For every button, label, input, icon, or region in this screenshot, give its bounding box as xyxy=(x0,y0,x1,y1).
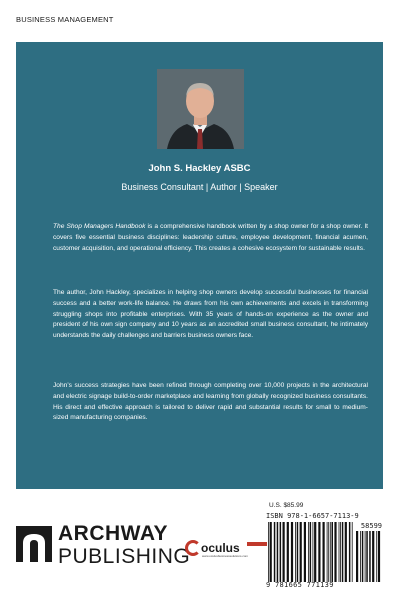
barcode-bar xyxy=(328,522,329,582)
barcode-bar xyxy=(332,522,334,582)
barcode-bar xyxy=(342,522,344,582)
barcode-main xyxy=(268,522,354,582)
oculus-url: www.oculusbusinesssolutions.com xyxy=(202,554,249,558)
barcode-bar xyxy=(287,522,289,582)
description-paragraph-1 xyxy=(53,222,368,254)
oculus-c-icon xyxy=(185,540,201,556)
oculus-tag-bar xyxy=(247,542,267,546)
barcode-bar xyxy=(318,522,320,582)
barcode-bar xyxy=(308,522,309,582)
publisher-name-line2: PUBLISHING xyxy=(58,545,191,568)
barcode-bar xyxy=(304,522,306,582)
barcode-bar xyxy=(376,531,377,582)
barcode-bar xyxy=(268,522,269,582)
barcode-bar xyxy=(280,522,282,582)
description-paragraph-3: John’s success strategies have been refined through completing over 10,000 projects in the architectural and electric signage build-to-order marketplace and learning from globally recognized business consultants. His direct and effective approach is tailored to deliver rapid and substantial results for small to medium-sized manufacturing companies. xyxy=(53,382,368,422)
barcode-bar xyxy=(270,522,272,582)
isbn-line: ISBN 978-1-6657-7113-9 xyxy=(266,512,359,520)
barcode-bar xyxy=(366,531,368,582)
barcode-block xyxy=(266,512,384,590)
oculus-wordmark: oculus xyxy=(201,541,240,555)
barcode-bar xyxy=(356,531,358,582)
barcode-bar xyxy=(291,522,293,582)
author-name: John S. Hackley ASBC xyxy=(148,163,251,174)
barcode-bar xyxy=(365,531,366,582)
barcode-bar xyxy=(330,522,331,582)
barcode-bar xyxy=(378,531,380,582)
category-label: BUSINESS MANAGEMENT xyxy=(16,15,114,24)
barcode-bar xyxy=(339,522,340,582)
barcode-bar xyxy=(349,522,351,582)
publisher-name-line1: ARCHWAY xyxy=(58,522,169,545)
barcode-bar xyxy=(277,522,279,582)
description-paragraph-2: The author, John Hackley, specializes in helping shop owners develop successful businesses for financial success and a better work-life balance. He draws from his own achievements and excels in transforming struggling shops into profitable enterprises. With 35 years of hands-on experience as the owner and president of his own sign company and 10 years as an accredited small business consultant, he intimately understands the daily challenges and barriers business owners face. xyxy=(53,289,368,340)
paragraph-1-text: is a comprehensive handbook written by a shop owner for a shop owner. It covers five essential business disciplines: leadership culture, employee development, financial acumen, customer acquisition, and operational efficiency. This creates a cohesive ecosystem for sustainable results. xyxy=(53,223,369,252)
barcode-bar xyxy=(295,522,296,582)
barcode-bar xyxy=(313,522,314,582)
barcode-bar xyxy=(369,531,371,582)
description-panel xyxy=(16,42,383,489)
barcode-bar xyxy=(372,531,374,582)
barcode-digits: 9 781665 771139 xyxy=(266,581,334,589)
price: U.S. $85.99 xyxy=(269,502,304,509)
barcode-bar xyxy=(323,522,325,582)
barcode-bar xyxy=(283,522,285,582)
author-roles: Business Consultant | Author | Speaker xyxy=(121,182,278,192)
barcode-bar xyxy=(345,522,347,582)
barcode-bar xyxy=(274,522,276,582)
barcode-bar xyxy=(300,522,302,582)
barcode-addon-digits: 58599 xyxy=(360,522,382,530)
archway-logo-icon xyxy=(16,526,52,562)
barcode-addon xyxy=(356,531,382,582)
barcode-bar xyxy=(310,522,312,582)
author-photo xyxy=(157,69,244,149)
barcode-bar xyxy=(352,522,353,582)
barcode-bar xyxy=(297,522,299,582)
barcode-bar xyxy=(327,522,328,582)
barcode-bar xyxy=(340,522,341,582)
book-title: The Shop Managers Handbook xyxy=(53,223,146,230)
barcode-bar xyxy=(334,522,336,582)
oculus-logo xyxy=(185,540,265,558)
barcode-bar xyxy=(314,522,316,582)
barcode-bar xyxy=(360,531,361,582)
barcode-bar xyxy=(362,531,364,582)
